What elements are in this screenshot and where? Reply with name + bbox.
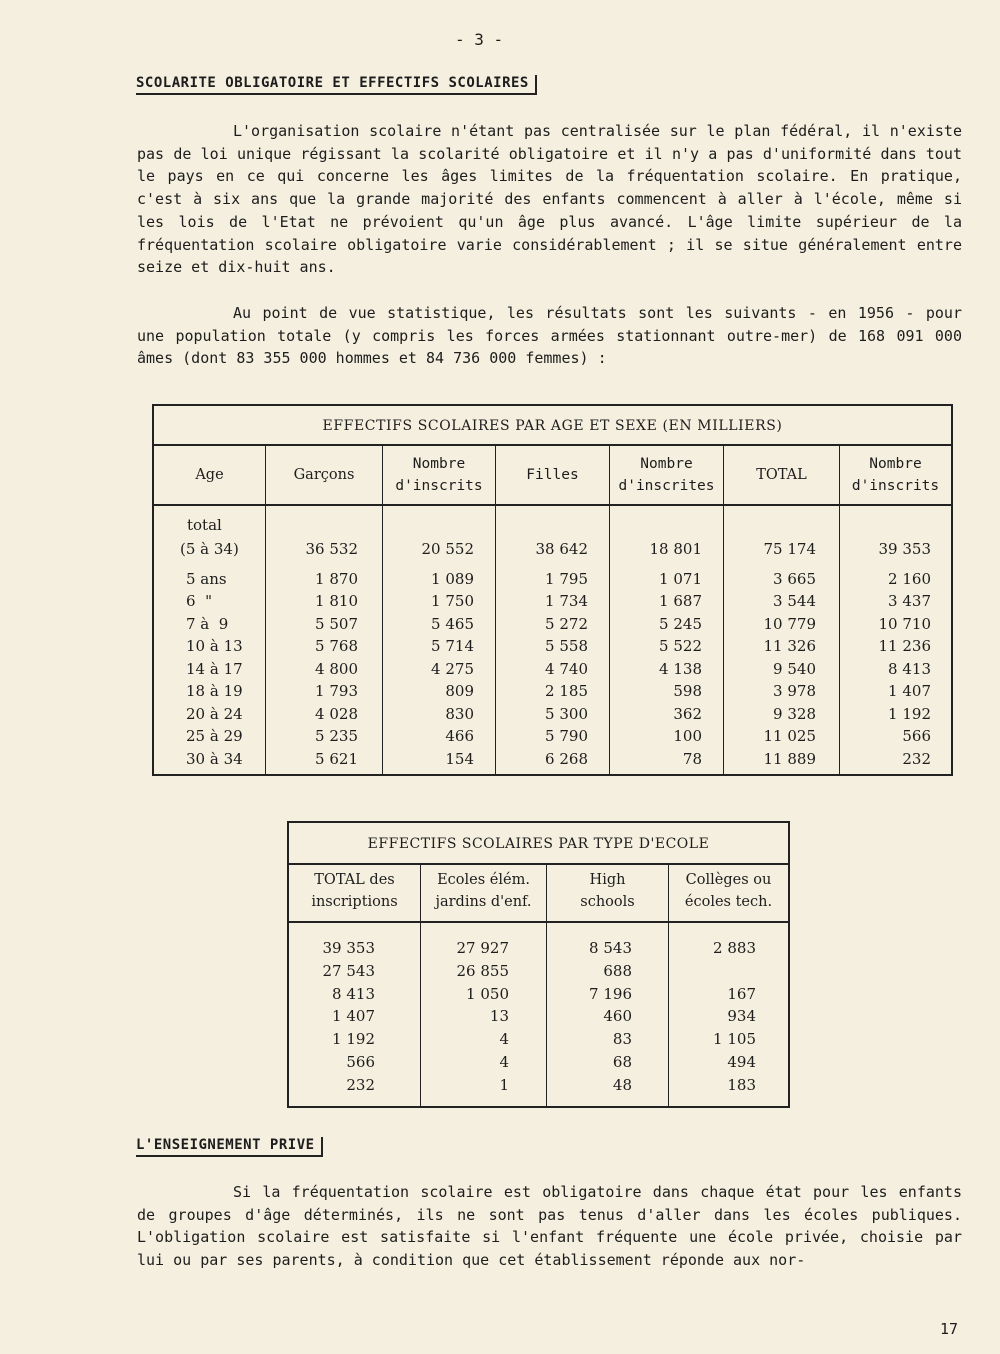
table-cell: 5 245 xyxy=(659,615,702,633)
table-cell: 5 300 xyxy=(545,705,588,723)
table-cell: 10 710 xyxy=(878,615,931,633)
table-cell: 5 621 xyxy=(315,750,358,768)
table-cell: 8 413 xyxy=(332,985,375,1003)
table-cell: 48 xyxy=(612,1076,632,1094)
age-label: total xyxy=(187,516,222,534)
age-label: 6 " xyxy=(186,592,212,610)
table-cell: 232 xyxy=(902,750,931,768)
table-cell: 75 174 xyxy=(763,540,816,558)
age-label: 14 à 17 xyxy=(186,660,243,678)
table-cell: 9 540 xyxy=(773,660,816,678)
table-cell: 1 xyxy=(499,1076,509,1094)
table-cell: 4 xyxy=(499,1053,509,1071)
column-header-filles: Filles xyxy=(526,467,579,483)
table-cell: 809 xyxy=(445,682,474,700)
table-title: EFFECTIFS SCOLAIRES PAR TYPE D'ECOLE xyxy=(289,823,788,865)
header-line: Ecoles élém. xyxy=(437,872,530,888)
column-header-age: Age xyxy=(195,467,224,483)
table-cell: 466 xyxy=(445,727,474,745)
table-cell: 494 xyxy=(727,1053,756,1071)
table-cell: 4 028 xyxy=(315,705,358,723)
table-cell: 39 353 xyxy=(878,540,931,558)
header-line: écoles tech. xyxy=(684,894,773,910)
table-cell: 4 800 xyxy=(315,660,358,678)
section-heading-enseignement-prive: L'ENSEIGNEMENT PRIVE xyxy=(136,1137,323,1157)
table-cell: 11 025 xyxy=(763,727,816,745)
table-cell: 3 665 xyxy=(773,570,816,588)
table-cell: 4 275 xyxy=(431,660,474,678)
column-header-total: TOTAL xyxy=(756,467,807,483)
table-cell: 1 793 xyxy=(315,682,358,700)
column-header-inscrits-garcons: Nombre d'inscrits xyxy=(395,456,483,494)
table-cell: 78 xyxy=(682,750,702,768)
table-cell: 9 328 xyxy=(773,705,816,723)
header-line: jardins d'enf. xyxy=(435,894,532,910)
table-cell: 4 740 xyxy=(545,660,588,678)
table-cell: 2 883 xyxy=(713,939,756,957)
header-line: schools xyxy=(580,894,635,910)
table-cell: 5 272 xyxy=(545,615,588,633)
table-effectifs-age-sexe xyxy=(152,404,953,776)
table-cell: 5 507 xyxy=(315,615,358,633)
table-cell: 598 xyxy=(673,682,702,700)
table-cell: 1 734 xyxy=(545,592,588,610)
age-label: 5 ans xyxy=(186,570,227,588)
column-header-high-schools xyxy=(547,869,668,921)
table-cell: 566 xyxy=(346,1053,375,1071)
table-cell: 1 810 xyxy=(315,592,358,610)
header-line: Collèges ou xyxy=(685,872,772,888)
table-cell: 3 544 xyxy=(773,592,816,610)
table-cell: 2 185 xyxy=(545,682,588,700)
table-cell: 20 552 xyxy=(421,540,474,558)
table-cell: 1 795 xyxy=(545,570,588,588)
table-cell: 13 xyxy=(489,1007,509,1025)
table-cell: 8 413 xyxy=(888,660,931,678)
header-line: inscriptions xyxy=(311,894,398,910)
table-cell: 5 790 xyxy=(545,727,588,745)
page-number: - 3 - xyxy=(455,30,504,49)
paragraph-text: Si la fréquentation scolaire est obligatoire dans chaque état pour les enfants de groupes d'âge déterminés, ils ne sont pas tenus d'aller dans les écoles publiques. L'obligation scolaire est satisfaite si l'enfant fréquente une école privée, choisie par lui ou par ses parents, à condition que cet établissement réponde aux nor- xyxy=(137,1183,962,1270)
table-cell: 1 407 xyxy=(332,1007,375,1025)
table-cell: 3 978 xyxy=(773,682,816,700)
table-cell: 566 xyxy=(902,727,931,745)
paragraph-enseignement-prive xyxy=(137,1181,962,1272)
column-header-inscrits-total: Nombre d'inscrits xyxy=(851,456,940,494)
age-label: 10 à 13 xyxy=(186,637,243,655)
table-cell: 27 543 xyxy=(322,962,375,980)
table-cell: 1 750 xyxy=(431,592,474,610)
section-heading-scolarite: SCOLARITE OBLIGATOIRE ET EFFECTIFS SCOLAIRES xyxy=(136,75,537,95)
table-cell: 1 192 xyxy=(888,705,931,723)
table-cell: 830 xyxy=(445,705,474,723)
table-cell: 5 558 xyxy=(545,637,588,655)
table-cell: 39 353 xyxy=(322,939,375,957)
table-cell: 1 105 xyxy=(713,1030,756,1048)
table-cell: 1 192 xyxy=(332,1030,375,1048)
table-cell: 11 236 xyxy=(878,637,931,655)
table-title: EFFECTIFS SCOLAIRES PAR AGE ET SEXE (EN MILLIERS) xyxy=(154,406,951,446)
table-cell: 1 870 xyxy=(315,570,358,588)
column-header-ecoles-elementaires xyxy=(421,869,546,921)
table-cell: 1 407 xyxy=(888,682,931,700)
table-cell: 5 714 xyxy=(431,637,474,655)
table-cell: 5 522 xyxy=(659,637,702,655)
folio-number: 17 xyxy=(940,1320,959,1338)
table-cell: 26 855 xyxy=(456,962,509,980)
table-cell: 183 xyxy=(727,1076,756,1094)
age-label: 30 à 34 xyxy=(186,750,243,768)
table-cell: 4 xyxy=(499,1030,509,1048)
header-line: TOTAL des xyxy=(314,872,395,888)
table-cell: 11 326 xyxy=(763,637,816,655)
table-cell: 1 071 xyxy=(659,570,702,588)
table-cell: 5 235 xyxy=(315,727,358,745)
table-effectifs-type-ecole xyxy=(287,821,790,1108)
table-cell: 6 268 xyxy=(545,750,588,768)
column-header-total-inscriptions xyxy=(289,869,420,921)
table-cell: 7 196 xyxy=(589,985,632,1003)
column-header-garcons: Garçons xyxy=(293,467,355,483)
paragraph-statistique xyxy=(137,302,962,370)
table-cell: 27 927 xyxy=(456,939,509,957)
age-label: 18 à 19 xyxy=(186,682,243,700)
table-cell: 5 465 xyxy=(431,615,474,633)
table-cell: 100 xyxy=(673,727,702,745)
table-cell: 167 xyxy=(727,985,756,1003)
table-cell: 688 xyxy=(603,962,632,980)
column-header-inscrites-filles: Nombre d'inscrites xyxy=(618,456,715,494)
paragraph-text: Au point de vue statistique, les résultats sont les suivants - en 1956 - pour une population totale (y compris les forces armées stationnant outre-mer) de 168 091 000 âmes (dont 83 355 000 hommes et 84 736 000 femmes) : xyxy=(137,304,962,368)
table-cell: 154 xyxy=(445,750,474,768)
table-cell: 1 687 xyxy=(659,592,702,610)
table-cell: 8 543 xyxy=(589,939,632,957)
age-label: 25 à 29 xyxy=(186,727,243,745)
table-cell: 362 xyxy=(673,705,702,723)
table-cell: 1 089 xyxy=(431,570,474,588)
paragraph-organisation xyxy=(137,120,962,279)
table-cell: 5 768 xyxy=(315,637,358,655)
table-cell: 2 160 xyxy=(888,570,931,588)
table-cell: 18 801 xyxy=(649,540,702,558)
table-cell: 83 xyxy=(612,1030,632,1048)
table-cell: 10 779 xyxy=(763,615,816,633)
paragraph-text: L'organisation scolaire n'étant pas centralisée sur le plan fédéral, il n'existe pas de loi unique régissant la scolarité obligatoire et il n'y a pas d'uniformité dans tout le pays en ce qui concerne les âges limites de la fréquentation scolaire. En pratique, c'est à six ans que la grande majorité des enfants commencent à aller à l'école, même si les lois de l'Etat ne prévoient qu'un âge plus avancé. L'âge limite supérieur de la fréquentation scolaire obligatoire varie considérablement ; il se situe généralement entre seize et dix-huit ans. xyxy=(137,122,962,277)
header-line: High xyxy=(589,872,626,888)
table-cell: 38 642 xyxy=(535,540,588,558)
age-label: (5 à 34) xyxy=(180,540,239,558)
table-cell: 232 xyxy=(346,1076,375,1094)
table-cell: 36 532 xyxy=(305,540,358,558)
table-cell: 934 xyxy=(727,1007,756,1025)
table-cell: 68 xyxy=(612,1053,632,1071)
column-header-colleges xyxy=(669,869,788,921)
age-label: 7 à 9 xyxy=(186,615,229,633)
table-cell: 4 138 xyxy=(659,660,702,678)
table-cell: 3 437 xyxy=(888,592,931,610)
table-cell: 11 889 xyxy=(763,750,816,768)
age-label: 20 à 24 xyxy=(186,705,243,723)
table-cell: 1 050 xyxy=(466,985,509,1003)
table-cell: 460 xyxy=(603,1007,632,1025)
